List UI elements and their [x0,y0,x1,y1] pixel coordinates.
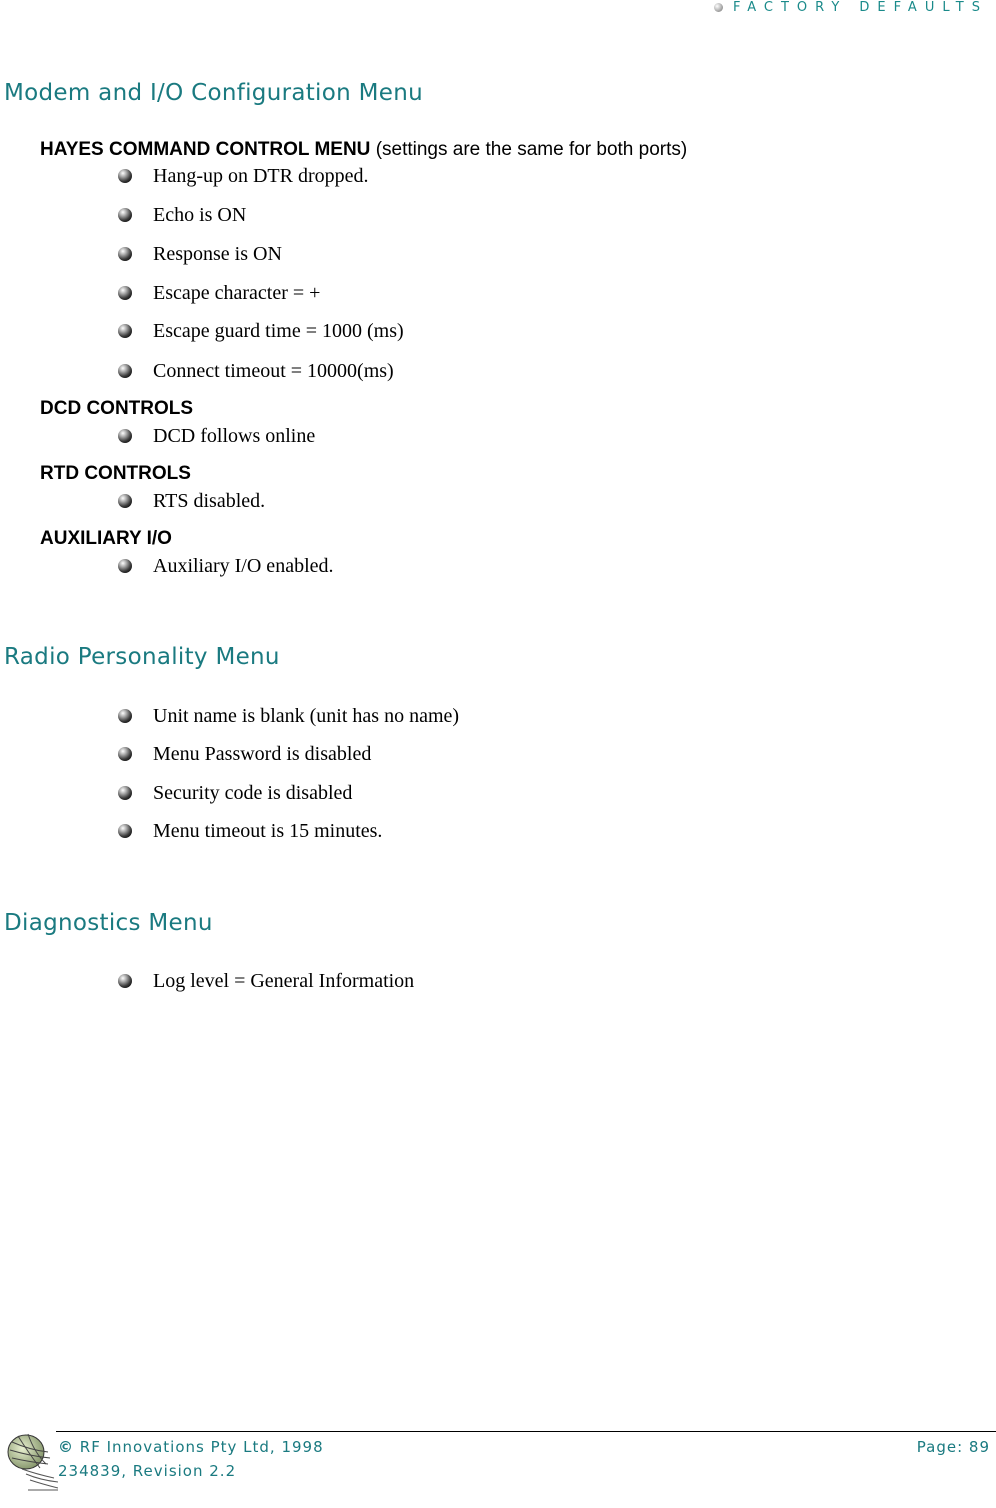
hayes-subheading [40,139,687,161]
running-title: FACTORY DEFAULTS [732,0,988,15]
list-item: Menu timeout is 15 minutes. [118,819,382,843]
bullet-icon [118,169,132,183]
list-item: Hang-up on DTR dropped. [118,164,369,188]
bullet-icon [118,494,132,508]
list-item: Escape guard time = 1000 (ms) [118,319,404,343]
bullet-icon [118,974,132,988]
hayes-note: (settings are the same for both ports) [375,139,688,160]
rtd-subheading: RTD CONTROLS [40,463,191,484]
footer-rule [56,1431,996,1432]
list-item: Menu Password is disabled [118,742,371,766]
footer-copyright: © RF Innovations Pty Ltd, 1998 [58,1438,324,1456]
radio-section-title: Radio Personality Menu [4,644,280,670]
hayes-label: HAYES COMMAND CONTROL MENU [40,139,371,160]
list-item: Escape character = + [118,281,320,305]
dcd-subheading: DCD CONTROLS [40,398,194,419]
list-item: DCD follows online [118,424,315,448]
list-item: Log level = General Information [118,969,414,993]
aux-subheading: AUXILIARY I/O [40,528,172,549]
modem-section-title: Modem and I/O Configuration Menu [4,80,423,106]
bullet-icon [118,286,132,300]
bullet-icon [118,559,132,573]
bullet-icon [118,786,132,800]
bullet-icon [118,208,132,222]
list-item: Connect timeout = 10000(ms) [118,359,394,383]
bullet-icon [118,747,132,761]
list-item: Response is ON [118,242,282,266]
list-item: Security code is disabled [118,781,352,805]
list-item: RTS disabled. [118,489,265,513]
bullet-icon [714,3,723,12]
bullet-icon [118,709,132,723]
list-item: Unit name is blank (unit has no name) [118,704,459,728]
diagnostics-section-title: Diagnostics Menu [4,910,213,936]
footer-revision: 234839, Revision 2.2 [58,1462,237,1480]
bullet-icon [118,364,132,378]
company-logo-icon [2,1428,58,1508]
footer-page-number: Page: 89 [916,1438,990,1456]
bullet-icon [118,824,132,838]
list-item: Auxiliary I/O enabled. [118,554,334,578]
running-header [714,0,988,15]
list-item: Echo is ON [118,203,246,227]
bullet-icon [118,247,132,261]
bullet-icon [118,324,132,338]
bullet-icon [118,429,132,443]
